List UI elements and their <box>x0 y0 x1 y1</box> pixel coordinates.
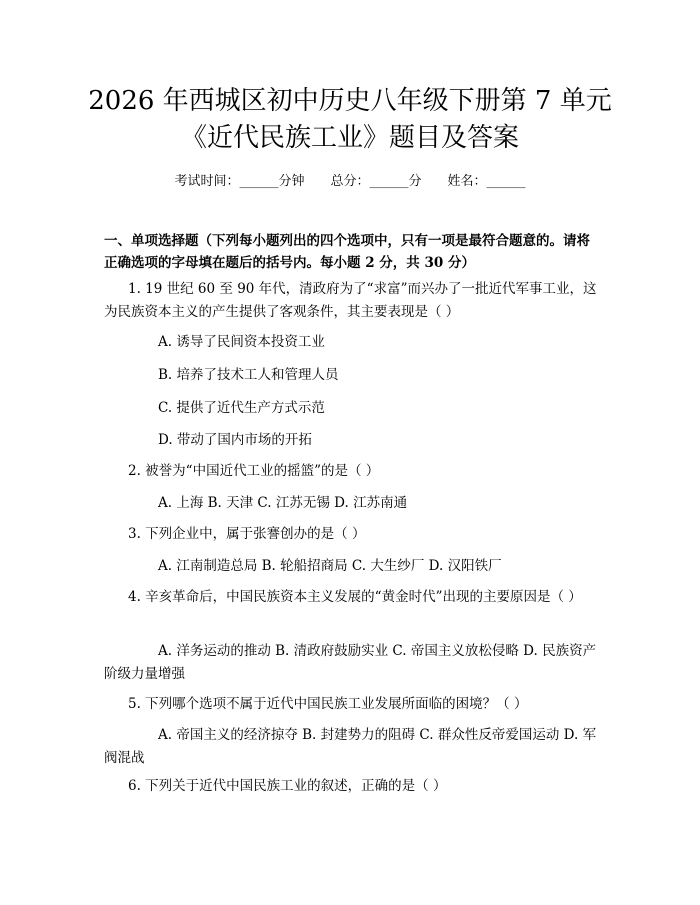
question-1-option-d: D. 带动了国内市场的开拓 <box>158 432 312 448</box>
question-1-option-a: A. 诱导了民间资本投资工业 <box>158 334 325 350</box>
question-5-options: A. 帝国主义的经济掠夺 B. 封建势力的阻碍 C. 群众性反帝爱国运动 D. 军阀混战 <box>104 727 597 766</box>
question-4-stem: 4. 辛亥革命后，中国民族资本主义发展的“黄金时代”出现的主要原因是（ ） <box>128 589 582 605</box>
question-3-options: A. 江南制造总局 B. 轮船招商局 C. 大生纱厂 D. 汉阳铁厂 <box>158 558 502 574</box>
question-2-stem: 2. 被誉为“中国近代工业的摇篮”的是（ ） <box>128 463 380 479</box>
question-1-option-c: C. 提供了近代生产方式示范 <box>158 400 325 416</box>
question-1-stem: 1. 19 世纪 60 至 90 年代，清政府为了“求富”而兴办了一批近代军事工业，这为民族资本主义的产生提供了客观条件，其主要表现是（ ） <box>104 281 597 320</box>
student-name-field: 姓名：______ <box>447 174 526 189</box>
question-6-stem: 6. 下列关于近代中国民族工业的叙述，正确的是（ ） <box>128 778 447 794</box>
question-5-stem: 5. 下列哪个选项不属于近代中国民族工业发展所面临的困境？（ ） <box>128 696 528 712</box>
question-1-option-b: B. 培养了技术工人和管理人员 <box>158 367 339 383</box>
question-3-stem: 3. 下列企业中，属于张謇创办的是（ ） <box>128 526 366 542</box>
exam-title-line1: 2026 年西城区初中历史八年级下册第 7 单元 <box>88 86 612 116</box>
exam-title-line2: 《近代民族工业》题目及答案 <box>180 123 519 153</box>
question-4-options: A. 洋务运动的推动 B. 清政府鼓励实业 C. 帝国主义放松侵略 D. 民族资产阶级力量增强 <box>104 643 597 682</box>
section-heading: 一、单项选择题（下列每小题列出的四个选项中，只有一项是最符合题意的。请将正确选项的字母填在题后的括号内。每小题 2 分，共 30 分） <box>104 233 590 271</box>
total-score-field: 总分：______分 <box>330 174 422 189</box>
exam-info-line <box>0 170 700 189</box>
question-2-options: A. 上海 B. 天津 C. 江苏无锡 D. 江苏南通 <box>158 495 408 511</box>
exam-time-field: 考试时间：______分钟 <box>174 174 305 189</box>
